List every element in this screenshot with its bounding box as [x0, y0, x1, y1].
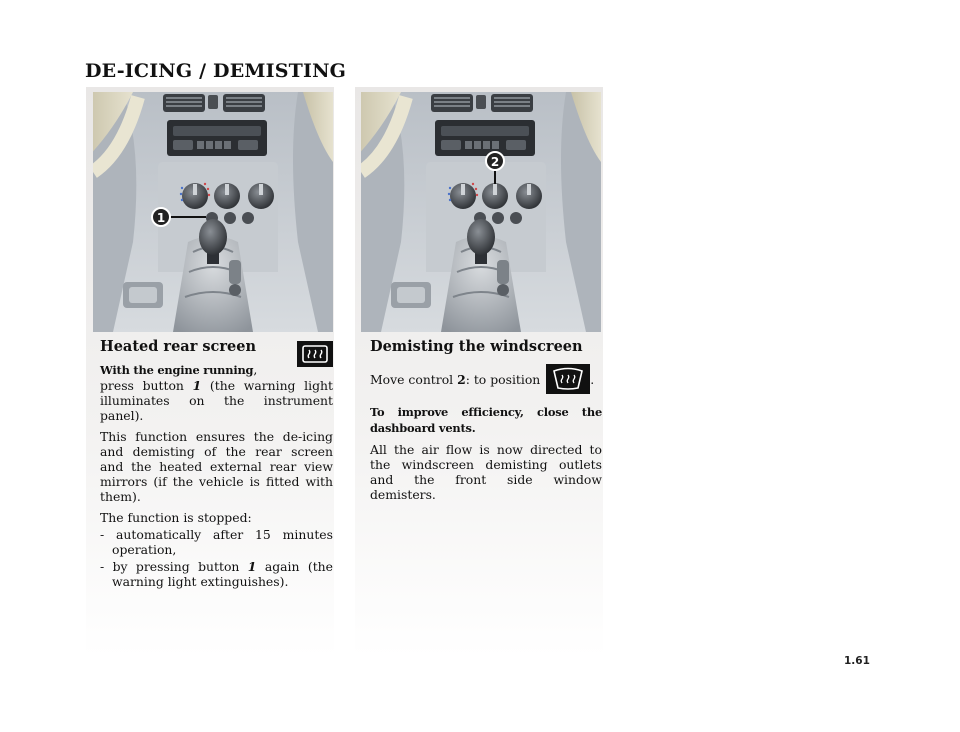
dashboard-photo-button-1	[93, 92, 333, 332]
demisting-windscreen-section	[370, 338, 602, 508]
list-item: - automatically after 15 minutes operation,	[100, 527, 333, 557]
period: .	[590, 371, 595, 387]
engine-running-bold: With the engine running	[100, 363, 254, 377]
comma: ,	[253, 362, 258, 377]
paragraph-function-description: This function ensures the de-icing and demisting of the rear screen and the heated external rear view mirrors (if the vehicle is fitted with them).	[100, 429, 333, 504]
button-ref-1: 1	[192, 378, 202, 393]
list-item	[100, 559, 333, 589]
dashboard-photo-control-2	[361, 92, 601, 332]
heated-rear-screen-section	[100, 338, 333, 591]
list-item-text: - by pressing button	[100, 559, 240, 574]
page-title: DE-ICING / DEMISTING	[85, 60, 347, 82]
paragraph-air-flow: All the air flow is now directed to the windscreen demisting outlets and the front side window demisters.	[370, 442, 602, 502]
paragraph-improve-efficiency	[370, 404, 602, 436]
callout-1-label: 1	[156, 211, 166, 225]
dashboard-illustration	[93, 92, 333, 332]
paragraph-function-stopped: The function is stopped:	[100, 510, 252, 525]
control-ref-2: 2	[457, 371, 466, 387]
press-button-text: press button	[100, 378, 184, 393]
move-control-row	[370, 364, 602, 394]
page-number: 1.61	[844, 655, 870, 667]
list-item-text-end: again (the warning light extinguishes).	[112, 559, 333, 589]
section-title-demisting-windscreen: Demisting the windscreen	[370, 338, 583, 355]
callout-2-label: 2	[490, 155, 500, 169]
stop-conditions-list	[100, 527, 333, 589]
improve-efficiency-bold: To improve efficiency, close the dashboard vents.	[370, 405, 602, 435]
dashboard-illustration-2	[361, 92, 601, 332]
section-title-heated-rear-screen: Heated rear screen	[100, 338, 257, 355]
windscreen-demist-icon	[546, 364, 590, 394]
button-ref-1-again: 1	[247, 559, 257, 574]
warning-light-text: (the warning light illuminates on the instrument panel).	[100, 378, 333, 423]
move-control-text: Move control	[370, 371, 454, 387]
to-position-text: : to position	[465, 371, 541, 387]
paragraph-engine-running	[100, 362, 333, 423]
